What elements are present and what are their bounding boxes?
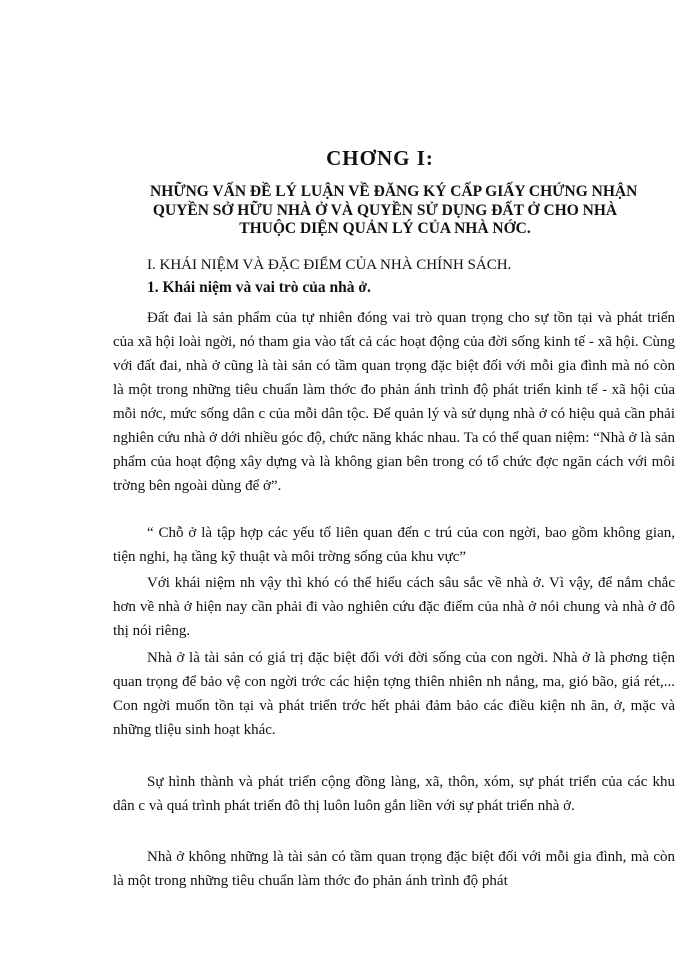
body-paragraph: “ Chỗ ở là tập hợp các yếu tố liên quan đến c trú của con ngời, bao gồm không gian, tiện nghi, hạ tầng kỹ thuật và môi trờng sống của khu vực”	[113, 525, 675, 565]
chapter-title-line: NHỮNG VẤN ĐỀ LÝ LUẬN VỀ ĐĂNG KÝ CẤP GIẤY CHỨNG NHẬN	[150, 183, 638, 200]
chapter-heading: CHƠNG I:	[326, 146, 434, 170]
body-paragraph: Đất đai là sản phẩm của tự nhiên đóng vai trò quan trọng cho sự tồn tại và phát triển của xã hội loài ngời, nó tham gia vào tất cả các hoạt động của đời sống kinh tế - xã hội. Cùng với đất đai, nhà ở cũng là tài sản có tầm quan trọng đặc biệt đối với mỗi gia đình mà nó còn là một trong những tiêu chuẩn làm thớc đo phản ánh trình độ phát triển kinh tế - xã hội của mỗi nớc, mức sống dân c của mỗi dân tộc. Để quản lý và sử dụng nhà ở có hiệu quả cần phải nghiên cứu nhà ở dới nhiều góc độ, chức năng khác nhau. Ta có thể quan niệm: “Nhà ở là sản phẩm của hoạt động xây dựng và là không gian bên trong có tổ chức đợc ngăn cách với môi trờng bên ngoài dùng để ở”.	[113, 310, 675, 494]
body-paragraph: Nhà ở là tài sản có giá trị đặc biệt đối với đời sống của con ngời. Nhà ở là phơng tiện quan trọng để bảo vệ con ngời trớc các hiện tợng thiên nhiên nh nắng, ma, gió bão, giá rét,... Con ngời muốn tồn tại và phát triển trớc hết phải đảm bảo các điều kiện nh ăn, ở, mặc và những tliệu sinh hoạt khác.	[113, 650, 675, 738]
section-heading: I. KHÁI NIỆM VÀ ĐẶC ĐIỂM CỦA NHÀ CHÍNH SÁCH.	[147, 257, 512, 273]
chapter-title	[150, 183, 638, 239]
body-paragraph: Sự hình thành và phát triển cộng đồng làng, xã, thôn, xóm, sự phát triển của các khu dân c và quá trình phát triển đô thị luôn luôn gắn liền với sự phát triển nhà ở.	[113, 774, 675, 814]
chapter-title-line: QUYỀN SỞ HỮU NHÀ Ở VÀ QUYỀN SỬ DỤNG ĐẤT Ở CHO NHÀ	[152, 201, 618, 219]
body-paragraph: Nhà ở không những là tài sản có tầm quan trọng đặc biệt đối với mỗi gia đình, mà còn là một trong những tiêu chuẩn làm thớc đo phản ánh trình độ phát	[113, 849, 675, 889]
subsection-heading: 1. Khái niệm và vai trò của nhà ở.	[147, 279, 371, 296]
chapter-title-line: THUỘC DIỆN QUẢN LÝ CỦA NHÀ NỚC.	[239, 220, 531, 237]
body-paragraph: Với khái niệm nh vậy thì khó có thể hiểu cách sâu sắc về nhà ở. Vì vậy, để nắm chắc hơn về nhà ở hiện nay cần phải đi vào nghiên cứu đặc điểm của nhà ở nói chung và nhà ở đô thị nói riêng.	[113, 575, 675, 639]
